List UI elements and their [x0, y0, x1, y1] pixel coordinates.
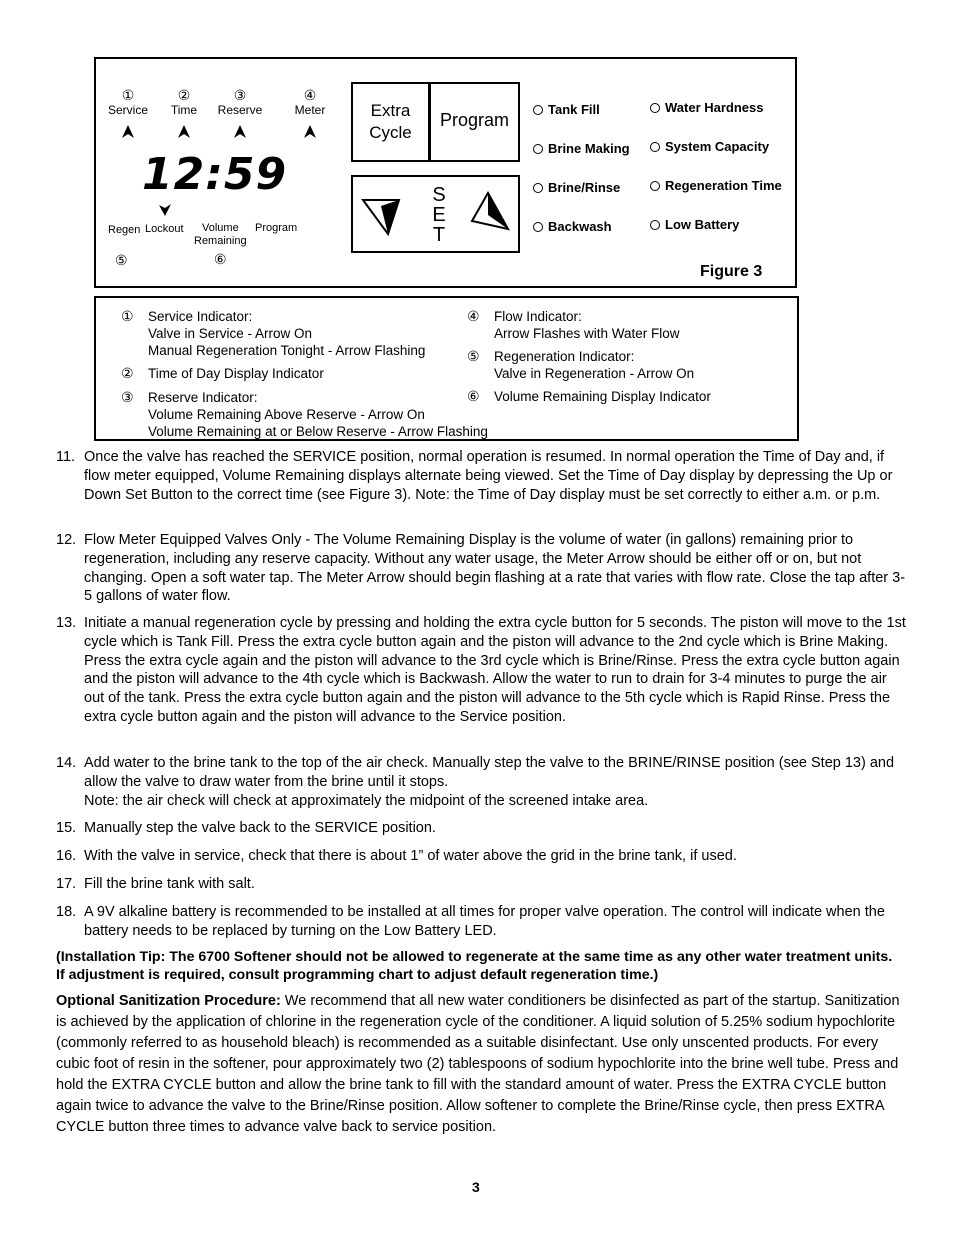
led-circle-icon — [650, 181, 660, 191]
up-arrow-icon — [302, 124, 318, 140]
legend-item-2 — [121, 365, 324, 382]
volume-label: Volume — [202, 222, 239, 234]
legend-line: Volume Remaining Above Reserve - Arrow On — [148, 407, 425, 422]
set-label — [431, 185, 447, 245]
program-button[interactable] — [429, 82, 520, 162]
step-18 — [56, 903, 906, 941]
step-text: A 9V alkaline battery is recommended to be installed at all times for proper valve operation. The control will indicate when the battery needs to be replaced by turning on the Low Battery LED. — [84, 904, 885, 939]
step-15 — [56, 819, 906, 838]
legend-line: Valve in Service - Arrow On — [148, 326, 313, 341]
step-16 — [56, 847, 906, 866]
time-display: 12:59 — [142, 149, 288, 200]
led-brine-rinse — [533, 180, 620, 195]
led-label: Tank Fill — [548, 102, 600, 117]
figure-3-control-panel — [94, 57, 797, 288]
program-label: Program — [255, 222, 298, 234]
service-indicator — [98, 87, 158, 140]
legend-number: ② — [121, 365, 134, 381]
legend-number: ③ — [121, 389, 134, 405]
led-low-battery — [650, 217, 739, 232]
indicator-label: Meter — [294, 103, 326, 117]
legend-line: Regeneration Indicator: — [494, 349, 635, 364]
legend-line: Volume Remaining Display Indicator — [494, 389, 711, 404]
led-brine-making — [533, 141, 630, 156]
step-number: 13. — [56, 615, 77, 631]
set-letter-s: S — [432, 184, 446, 206]
step-number: 16. — [56, 848, 77, 864]
up-arrow-icon — [176, 124, 192, 140]
led-water-hardness — [650, 100, 764, 115]
indicator-label: Time — [170, 103, 198, 117]
sanitization-paragraph — [56, 991, 901, 1138]
legend-line: Arrow Flashes with Water Flow — [494, 326, 680, 341]
legend-line: Service Indicator: — [148, 309, 253, 324]
step-text: Fill the brine tank with salt. — [84, 876, 255, 892]
set-down-button[interactable] — [361, 196, 401, 240]
legend-number: ⑤ — [467, 348, 480, 364]
legend-item-4 — [467, 308, 680, 342]
extra-cycle-button[interactable] — [351, 82, 430, 162]
legend-line: Flow Indicator: — [494, 309, 582, 324]
led-circle-icon — [533, 105, 543, 115]
set-letter-t: T — [432, 224, 446, 246]
meter-indicator — [280, 87, 340, 140]
led-system-capacity — [650, 139, 769, 154]
step-number: 17. — [56, 876, 77, 892]
indicator-label: Reserve — [217, 103, 263, 117]
legend-line: Volume Remaining at or Below Reserve - Arrow Flashing — [148, 424, 488, 439]
legend-item-1 — [121, 308, 426, 359]
led-circle-icon — [650, 103, 660, 113]
legend-line: Manual Regeneration Tonight - Arrow Flashing — [148, 343, 426, 358]
legend-item-3 — [121, 389, 488, 440]
led-circle-icon — [533, 222, 543, 232]
volume-remaining-number: ⑥ — [214, 251, 227, 267]
reserve-indicator — [210, 87, 270, 140]
legend-line: Time of Day Display Indicator — [148, 366, 324, 381]
led-label: Brine/Rinse — [548, 180, 621, 195]
step-14 — [56, 754, 906, 810]
extra-cycle-label-line2: Cycle — [369, 123, 412, 142]
set-up-button[interactable] — [468, 191, 512, 235]
page-number: 3 — [472, 1179, 480, 1195]
legend-item-5 — [467, 348, 695, 382]
sanitization-text: We recommend that all new water conditioners be disinfected as part of the startup. Sanitization is achieved by the application of chlorine in the regeneration cycle of the conditioner. A liquid solution of 5.25% sodium hypochlorite (commonly referred to as household bleach) is recommended as a suitable disinfectant. Use only unscented products. For every cubic foot of resin in the softener, pour approximately two (2) tablespoons of sodium hypochlorite into the brine well tube. Press and hold the EXTRA CYCLE button and allow the brine tank to fill with the standard amount of water. Press the EXTRA CYCLE button again twice to advance the valve to the Brine/Rinse position. Allow softener to complete the Brine/Rinse cycle, then press EXTRA CYCLE button three times to advance valve back to service position. — [56, 993, 900, 1135]
lockout-label: Lockout — [145, 223, 184, 235]
led-regeneration-time — [650, 178, 782, 193]
led-tank-fill — [533, 102, 600, 117]
step-text: Once the valve has reached the SERVICE position, normal operation is resumed. In normal operation the Time of Day and, if flow meter equipped, Volume Remaining displays alternate being viewed. Set the Time of Day display by depressing the Up or Down Set Button to the correct time (see Figure 3). Note: the Time of Day display must be set correctly to either a.m. or p.m. — [84, 449, 893, 503]
indicator-label: Service — [107, 103, 148, 117]
led-label: Low Battery — [665, 217, 740, 232]
step-17 — [56, 875, 906, 894]
led-circle-icon — [533, 144, 543, 154]
led-label: Water Hardness — [665, 100, 764, 115]
led-circle-icon — [650, 220, 660, 230]
installation-tip: (Installation Tip: The 6700 Softener should not be allowed to regenerate at the same time as any other water treatment units. If adjustment is required, consult programming chart to adjust default regeneration time.) — [56, 949, 893, 983]
step-note: Note: the air check will check at approximately the midpoint of the screened intake area. — [84, 792, 649, 809]
step-12 — [56, 531, 906, 606]
led-label: System Capacity — [665, 139, 770, 154]
led-label: Brine Making — [548, 141, 630, 156]
led-circle-icon — [650, 142, 660, 152]
legend-line: Reserve Indicator: — [148, 390, 258, 405]
step-number: 14. — [56, 755, 77, 771]
step-text: Add water to the brine tank to the top of the air check. Manually step the valve to the BRINE/RINSE position (see Step 13) and allow the valve to draw water from the brine until it stops. — [84, 755, 895, 790]
regen-label: Regen — [108, 224, 141, 236]
remaining-label: Remaining — [194, 235, 247, 247]
extra-cycle-label-line1: Extra — [370, 101, 411, 120]
figure-caption: Figure 3 — [700, 263, 763, 280]
step-text: Manually step the valve back to the SERVICE position. — [84, 820, 436, 836]
sanitization-heading: Optional Sanitization Procedure: — [56, 993, 281, 1009]
led-label: Backwash — [548, 219, 612, 234]
up-arrow-icon — [232, 124, 248, 140]
step-13 — [56, 614, 906, 727]
indicator-legend — [94, 296, 799, 441]
step-text: Flow Meter Equipped Valves Only - The Volume Remaining Display is the volume of water (in gallons) remaining prior to regeneration, including any reserve capacity. Without any water usage, the Meter Arrow should be either off or on, but not changing. Open a soft water tap. The Meter Arrow should begin flashing at a rate that varies with flow rate. Close the tap after 3-5 gallons of water flow. — [84, 532, 906, 605]
led-label: Regeneration Time — [665, 178, 782, 193]
led-circle-icon — [533, 183, 543, 193]
up-arrow-icon — [120, 124, 136, 140]
indicator-number: ④ — [303, 87, 317, 103]
led-backwash — [533, 219, 612, 234]
step-number: 11. — [56, 449, 76, 465]
set-letter-e: E — [432, 204, 446, 226]
step-11 — [56, 448, 906, 504]
time-indicator — [154, 87, 214, 140]
indicator-number: ② — [177, 87, 191, 103]
program-button-label: Program — [439, 110, 510, 130]
legend-item-6 — [467, 388, 711, 405]
legend-number: ⑥ — [467, 388, 480, 404]
legend-number: ④ — [467, 308, 480, 324]
legend-line: Valve in Regeneration - Arrow On — [494, 366, 695, 381]
step-number: 12. — [56, 532, 77, 548]
step-number: 15. — [56, 820, 77, 836]
regen-arrow-icon — [158, 203, 172, 217]
regen-number: ⑤ — [115, 252, 128, 268]
step-text: Initiate a manual regeneration cycle by pressing and holding the extra cycle button for 5 seconds. The piston will move to the 1st cycle which is Tank Fill. Press the extra cycle button again and the piston will advance to the 2nd cycle which is Brine Making. Press the extra cycle again and the piston will advance to the 3rd cycle which is Brine/Rinse. Press the extra cycle button again and the piston will advance to the 4th cycle which is Backwash. Allow the water to run to drain for 3-4 minutes to purge the air out of the tank. Press the extra cycle button again and the piston will advance to the 5th cycle which is Rapid Rinse. Press the extra cycle button again and the piston will advance to the Service position. — [84, 615, 906, 725]
step-number: 18. — [56, 904, 77, 920]
set-button-group — [351, 175, 520, 253]
indicator-number: ① — [121, 87, 135, 103]
step-text: With the valve in service, check that there is about 1” of water above the grid in the brine tank, if used. — [84, 848, 737, 864]
indicator-number: ③ — [233, 87, 247, 103]
legend-number: ① — [121, 308, 134, 324]
